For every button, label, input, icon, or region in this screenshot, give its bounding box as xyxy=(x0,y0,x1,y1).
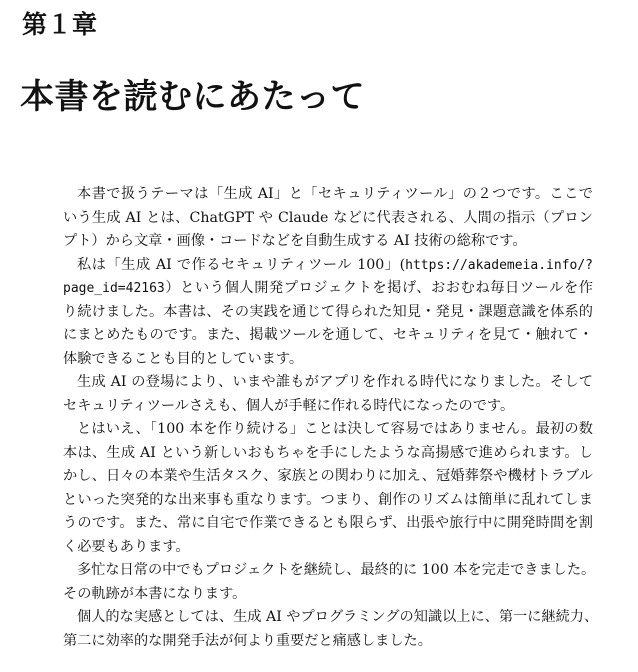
text-line-with-url xyxy=(63,254,593,278)
text-line: セキュリティツールさえも、個人が手軽に作れる時代になったのです。 xyxy=(63,397,515,414)
url-text: page_id=42163 xyxy=(63,281,165,296)
text-line: 多忙な日常の中でもプロジェクトを継続し、最終的に 100 本を完走できました。 xyxy=(77,562,596,578)
text-line: にまとめたものです。また、掲載ツールを通して、セキュリティを見て・触れて・ xyxy=(63,327,593,343)
body-text xyxy=(63,183,599,653)
text-line: うのです。また、常に自宅で作業できるとも限らず、出張や旅行中に開発時間を割 xyxy=(63,515,593,531)
text-fragment: 私は「生成 AI で作るセキュリティツール 100」( xyxy=(77,256,406,273)
text-line: 第二に効率的な開発手法が何より重要だと痛感しました。 xyxy=(63,632,432,649)
text-fragment: ）という個人開発プロジェクトを掲げ、おおむね毎日ツールを作 xyxy=(164,280,593,296)
text-line: り続けました。本書は、その実践を通じて得られた知見・発見・課題意識を体系的 xyxy=(63,303,593,320)
text-line: といった突発的な出来事も重なります。つまり、創作のリズムは簡単に乱れてしま xyxy=(63,491,593,508)
text-line: その軌跡が本書になります。 xyxy=(63,585,247,602)
text-line: 生成 AI の登場により、いまや誰もがアプリを作れる時代になりました。そして xyxy=(77,374,593,390)
text-line: 本は、生成 AI という新しいおもちゃを手にしたような高揚感で進められます。し xyxy=(63,444,593,461)
text-line: とはいえ、「100 本を作り続ける」ことは決して容易ではありません。最初の数 xyxy=(77,421,593,437)
text-line: いう生成 AI とは、ChatGPT や Claude などに代表される、人間の指示（プロン xyxy=(63,209,593,226)
text-line: 体験できることも目的としています。 xyxy=(63,350,304,367)
text-line: 本書で扱うテーマは「生成 AI」と「セキュリティツール」の２つです。ここで xyxy=(77,186,593,202)
text-line: かし、日々の本業や生活タスク、家族との関わりに加え、冠婚葬祭や機材トラブル xyxy=(63,468,593,484)
text-line-with-url xyxy=(63,277,593,301)
text-line: プト）から文章・画像・コードなどを自動生成する AI 技術の総称です。 xyxy=(63,233,527,249)
url-text: https://akademeia.info/? xyxy=(405,257,593,273)
chapter-label: 第１章 xyxy=(22,10,98,39)
chapter-title: 本書を読むにあたって xyxy=(20,77,365,117)
text-line: く必要もあります。 xyxy=(63,538,190,555)
text-line: 個人的な実感としては、生成 AI やプログラミングの知識以上に、第一に継続力、 xyxy=(77,609,599,625)
